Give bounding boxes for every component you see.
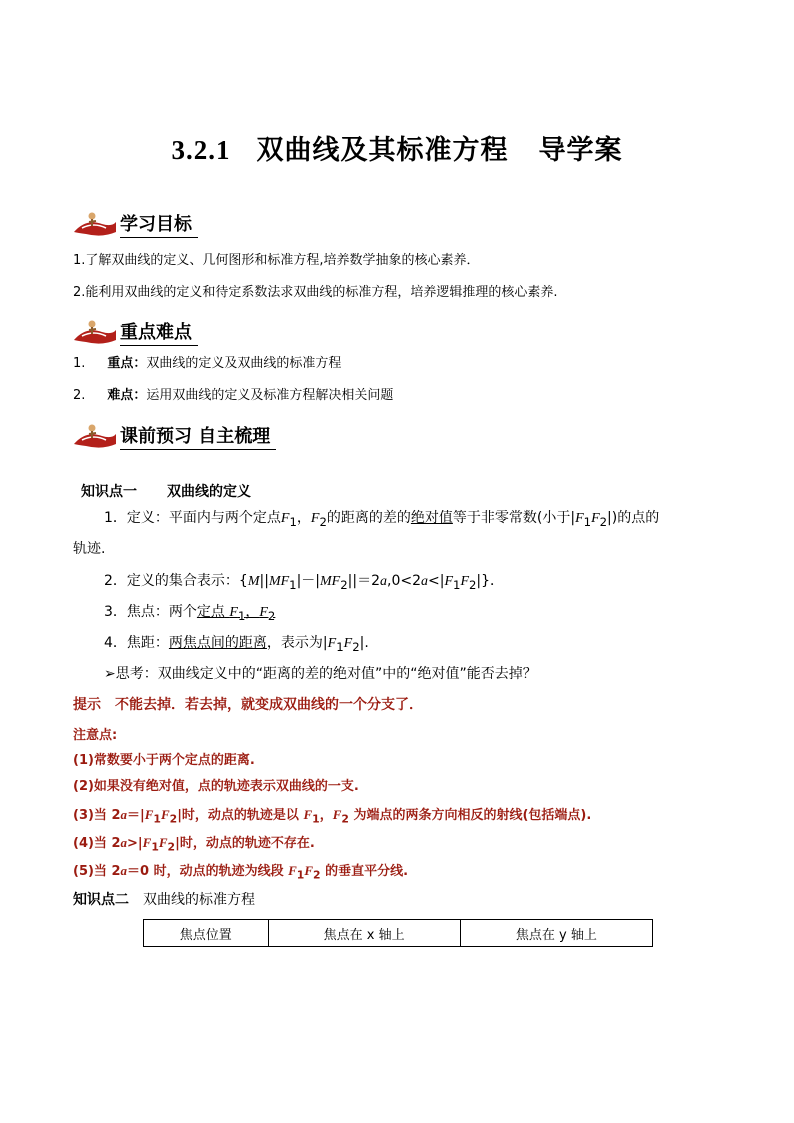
k1-heading: 知识点一 双曲线的定义 <box>81 484 251 500</box>
section-badge-icon <box>72 210 118 238</box>
section-title-key: 重点难点 <box>120 322 198 346</box>
key-item-1: 1. 重点：双曲线的定义及双曲线的标准方程 <box>73 356 342 371</box>
note-title: 注意点: <box>73 728 118 743</box>
goal-item-2: 2.能利用双曲线的定义和待定系数法求双曲线的标准方程，培养逻辑推理的核心素养. <box>73 285 558 300</box>
section-title-goals: 学习目标 <box>120 214 198 238</box>
section-title-preview: 课前预习 自主梳理 <box>120 426 276 450</box>
section-badge-icon <box>72 422 118 450</box>
note-4: (4)当 $2a>|F_1F_2|$时，动点的轨迹不存在. <box>73 835 315 854</box>
table-header-cell: 焦点在 y 轴上 <box>460 920 652 947</box>
title-number: 3.2.1 <box>171 135 231 165</box>
note-3: (3)当 $2a=|F_1F_2|$时，动点的轨迹是以 $F_1$，$F_2$ 为端点的两条方向相反的射线(包括端点). <box>73 807 592 826</box>
key-item-2: 2. 难点：运用双曲线的定义及标准方程解决相关问题 <box>73 388 394 403</box>
standard-equation-table <box>143 919 653 947</box>
section-badge-icon <box>72 318 118 346</box>
k1-definition: 1．定义：平面内与两个定点$F_1$，$F_2$的距离的差的绝对值等于非零常数(小于$|F_1F_2|$)的点的 <box>104 510 660 529</box>
k2-heading: 知识点二 双曲线的标准方程 <box>73 892 255 908</box>
k1-focal-distance: 4．焦距：两焦点间的距离，表示为$|F_1F_2|$. <box>104 635 369 654</box>
table-header-cell: 焦点在 x 轴上 <box>268 920 460 947</box>
section-header-key <box>72 312 198 346</box>
k1-think: ➢思考：双曲线定义中的“距离的差的绝对值”中的“绝对值”能否去掉？ <box>104 666 537 682</box>
k1-set: 2．定义的集合表示：$\{M||MF_1|-|MF_2||=2a,0<2a<|F_1F_2|\}$． <box>104 573 505 592</box>
goal-item-1: 1.了解双曲线的定义、几何图形和标准方程,培养数学抽象的核心素养． <box>73 253 480 268</box>
table-row <box>144 920 653 947</box>
k1-definition-cont: 轨迹. <box>73 541 106 557</box>
page-title <box>0 128 794 167</box>
k1-hint: 提示 不能去掉．若去掉，就变成双曲线的一个分支了． <box>73 697 423 713</box>
section-header-preview <box>72 416 276 450</box>
title-main: 双曲线及其标准方程 <box>256 135 509 166</box>
note-1: (1)常数要小于两个定点的距离. <box>73 753 255 768</box>
section-header-goals <box>72 204 198 238</box>
title-sub: 导学案 <box>538 135 623 166</box>
note-5: (5)当 2a＝0 时，动点的轨迹为线段 $F_1F_2$ 的垂直平分线. <box>73 863 409 882</box>
table-header-cell: 焦点位置 <box>144 920 269 947</box>
note-2: (2)如果没有绝对值，点的轨迹表示双曲线的一支. <box>73 779 359 794</box>
k1-focus: 3．焦点：两个定点 $F_1$，$F_2$ <box>104 604 276 623</box>
